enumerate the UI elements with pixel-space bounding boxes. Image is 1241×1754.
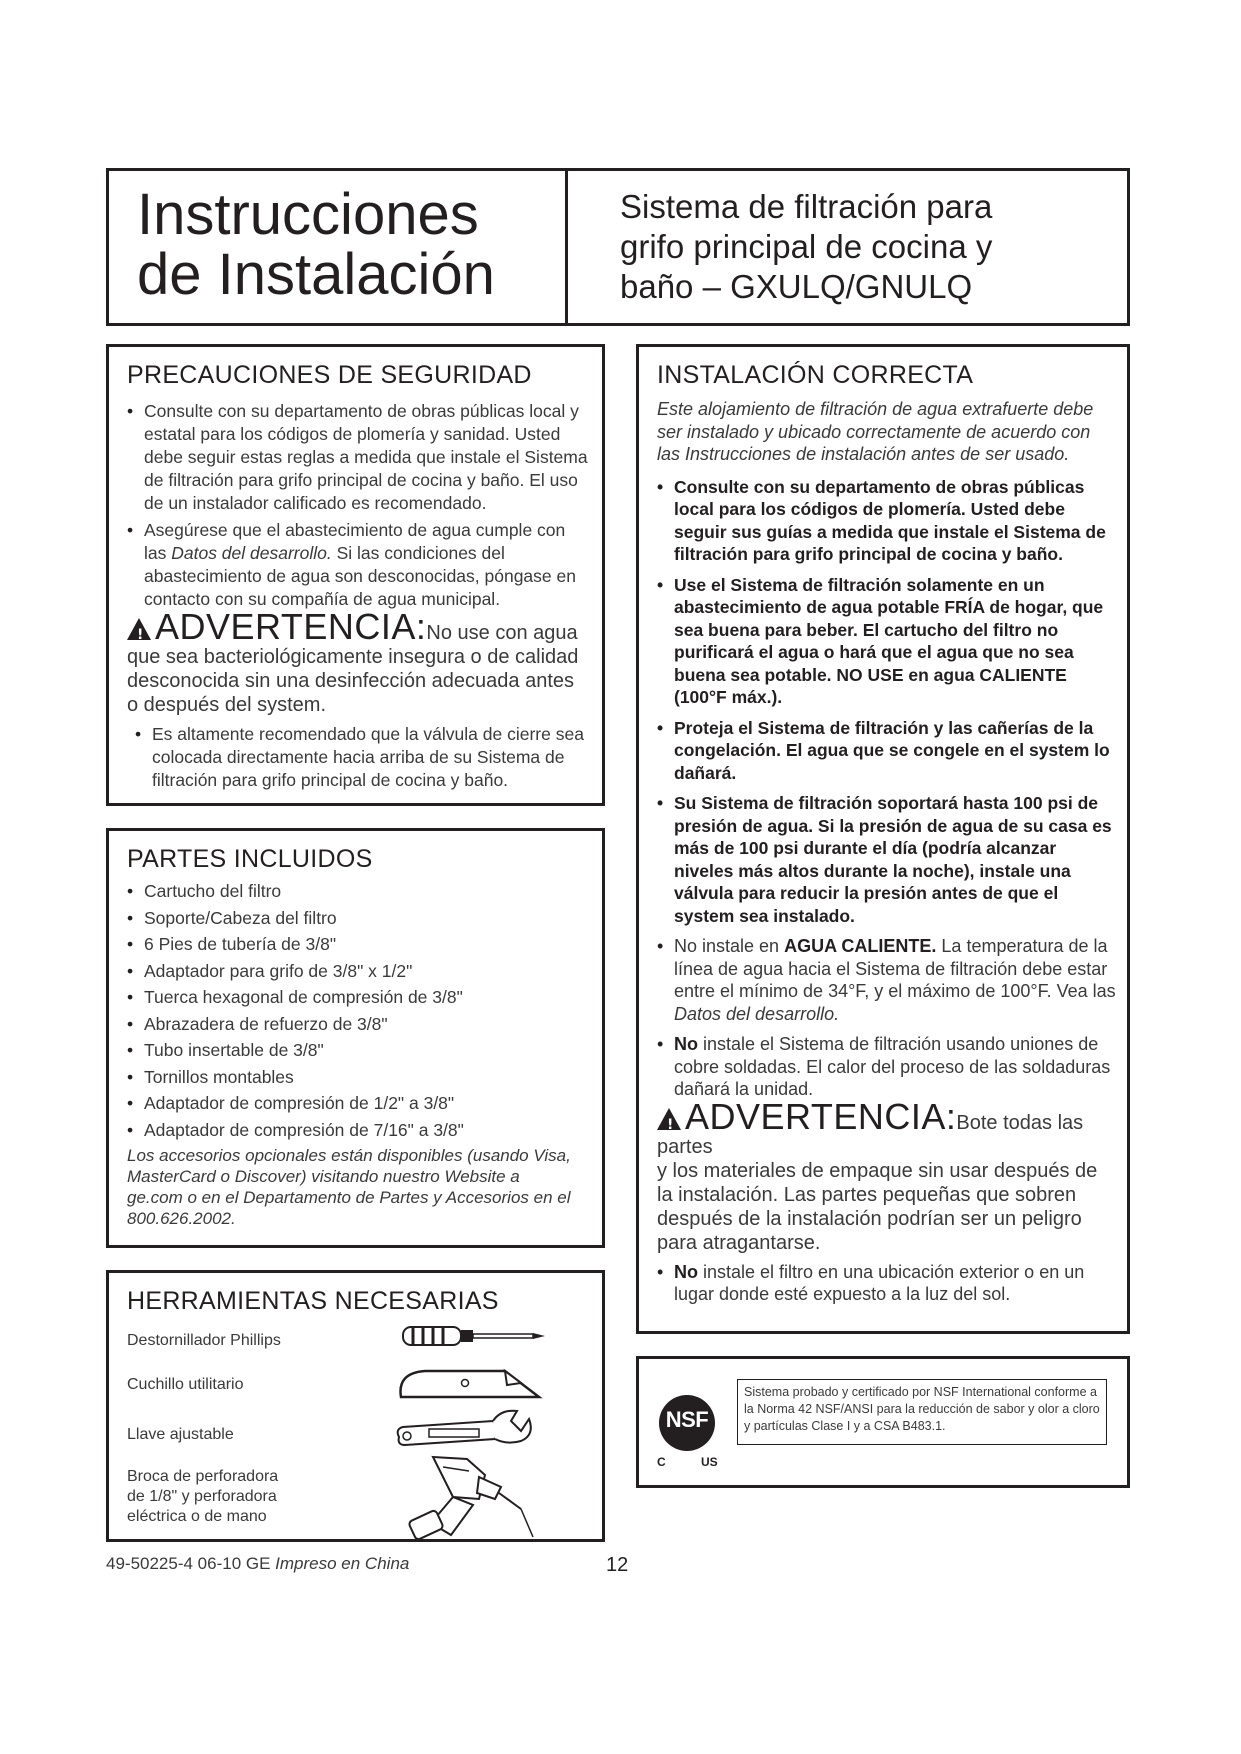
nsf-c: C	[657, 1455, 666, 1469]
list-item: • Tornillos montables	[127, 1064, 590, 1091]
install-list-final	[657, 1261, 1117, 1306]
parts-heading: PARTES INCLUIDOS	[127, 845, 373, 873]
warning-title: ADVERTENCIA:	[155, 606, 427, 647]
warning-title: ADVERTENCIA:	[685, 1095, 957, 1137]
header-divider	[565, 171, 568, 323]
safety-item-1: • Consulte con su departamento de obras públicas local y estatal para los códigos de plomería y sanidad. Usted debe seguir estas reglas a medida que instale el Sistema de filtración para grifo principal de cocina y baño. El uso de un instalador calificado es recomendado.	[127, 400, 590, 515]
tools-section	[106, 1270, 605, 1542]
safety-item-2: • Asegúrese que el abastecimiento de agua cumple con las Datos del desarrollo. Si las condiciones del abastecimiento de agua son desconocidas, póngase en contacto con su compañía de agua municipal.	[127, 519, 590, 611]
install-item-5: • No instale en AGUA CALIENTE. La temperatura de la línea de agua hacia el Sistema de filtración debe estar entre el mínimo de 34°F, y el máximo de 100°F. Vea las Datos del desarrollo.	[657, 935, 1117, 1025]
install-warning	[657, 1095, 1117, 1255]
header-box	[106, 168, 1130, 326]
install-item-4: • Su Sistema de filtración soportará hasta 100 psi de presión de agua. Si la presión de agua de su casa es más de 100 psi durante el día (podría alcanzar niveles más altos durante la noche), instale una válvula para reducir la presión antes de que el system sea instalado.	[657, 792, 1117, 927]
page-title: Instrucciones de Instalación	[137, 182, 495, 307]
safety-list-2	[127, 723, 590, 792]
list-item: • Adaptador de compresión de 7/16" a 3/8"	[127, 1117, 590, 1144]
page-number: 12	[606, 1554, 629, 1576]
nsf-section	[636, 1356, 1130, 1488]
parts-section	[106, 828, 605, 1248]
install-list-bold	[657, 476, 1117, 928]
nsf-logo	[659, 1395, 715, 1451]
drill-icon	[389, 1453, 539, 1539]
nsf-us: US	[701, 1455, 718, 1469]
warning-lead: No use con agua	[426, 622, 578, 644]
parts-note: Los accesorios opcionales están disponibles (usando Visa, MasterCard o Discover) visitando nuestro Website a ge.com o en el Departamento de Partes y Accesorios en el 800.626.2002.	[127, 1146, 571, 1228]
list-item: • Soporte/Cabeza del filtro	[127, 905, 590, 932]
nsf-text-box	[737, 1379, 1107, 1445]
utility-knife-icon	[395, 1363, 545, 1403]
list-item: • 6 Pies de tubería de 3/8"	[127, 931, 590, 958]
nsf-text: Sistema probado y certificado por NSF International conforme a la Norma 42 NSF/ANSI para la reducción de sabor y olor a cloro y partículas Clase I y a CSA B483.1.	[744, 1385, 1100, 1433]
safety-warning	[127, 606, 590, 717]
screwdriver-icon	[399, 1321, 549, 1351]
warning-text: que sea bacteriológicamente insegura o de calidad desconocida sin una desinfección adecuada antes o después del system.	[127, 646, 579, 716]
install-heading: INSTALACIÓN CORRECTA	[657, 361, 974, 389]
install-item-3: • Proteja el Sistema de filtración y las cañerías de la congelación. El agua que se congele en el system lo dañará.	[657, 717, 1117, 785]
tool-drill-label: Broca de perforadora de 1/8" y perforadora eléctrica o de mano	[127, 1468, 279, 1525]
safety-section	[106, 344, 605, 806]
tool-knife-label: Cuchillo utilitario	[127, 1376, 244, 1393]
install-item-2: • Use el Sistema de filtración solamente en un abastecimiento de agua potable FRÍA de hogar, que sea buena para beber. El cartucho del filtro no purificará el agua o hará que el agua que no sea buena sea potable. NO USE en agua CALIENTE (100°F máx.).	[657, 574, 1117, 709]
safety-list-1	[127, 400, 590, 611]
footer-code: 49-50225-4 06-10 GE Impreso en China	[106, 1554, 410, 1573]
list-item: • Tubo insertable de 3/8"	[127, 1037, 590, 1064]
tool-wrench-label: Llave ajustable	[127, 1426, 234, 1443]
list-item: • Adaptador de compresión de 1/2" a 3/8"	[127, 1090, 590, 1117]
install-section	[636, 344, 1130, 1334]
tool-screwdriver-label: Destornillador Phillips	[127, 1332, 281, 1349]
warning-lead: Bote todas las partes	[657, 1111, 1084, 1158]
install-list-regular	[657, 935, 1117, 1101]
list-item: • Cartucho del filtro	[127, 878, 590, 905]
page-subtitle: Sistema de filtración para grifo principal de cocina y baño – GXULQ/GNULQ	[620, 188, 993, 305]
install-item-7: • No instale el filtro en una ubicación exterior o en un lugar donde esté expuesto a la luz del sol.	[657, 1261, 1117, 1306]
list-item: • Tuerca hexagonal de compresión de 3/8"	[127, 984, 590, 1011]
install-item-6: • No instale el Sistema de filtración usando uniones de cobre soldadas. El calor del proceso de las soldaduras dañará la unidad.	[657, 1033, 1117, 1101]
install-intro: Este alojamiento de filtración de agua extrafuerte debe ser instalado y ubicado correctamente de acuerdo con las Instrucciones de instalación antes de ser usado.	[657, 399, 1094, 464]
nsf-logo-text: NSF	[665, 1407, 709, 1432]
install-item-1: • Consulte con su departamento de obras públicas local para los códigos de plomería. Usted debe seguir sus guías a medida que instale el Sistema de filtración para grifo principal de cocina y baño.	[657, 476, 1117, 566]
safety-item-3: • Es altamente recomendado que la válvula de cierre sea colocada directamente hacia arriba de su Sistema de filtración para grifo principal de cocina y baño.	[135, 723, 590, 792]
safety-heading: PRECAUCIONES DE SEGURIDAD	[127, 361, 532, 389]
parts-list	[127, 878, 590, 1143]
tools-heading: HERRAMIENTAS NECESARIAS	[127, 1287, 499, 1315]
warning-icon: !	[127, 618, 151, 640]
wrench-icon	[389, 1407, 539, 1453]
warning-text: y los materiales de empaque sin usar después de la instalación. Las partes pequeñas que sobren después de la instalación podrían ser un peligro para atragantarse.	[657, 1159, 1098, 1254]
list-item: • Abrazadera de refuerzo de 3/8"	[127, 1011, 590, 1038]
warning-icon: !	[657, 1108, 681, 1130]
list-item: • Adaptador para grifo de 3/8" x 1/2"	[127, 958, 590, 985]
